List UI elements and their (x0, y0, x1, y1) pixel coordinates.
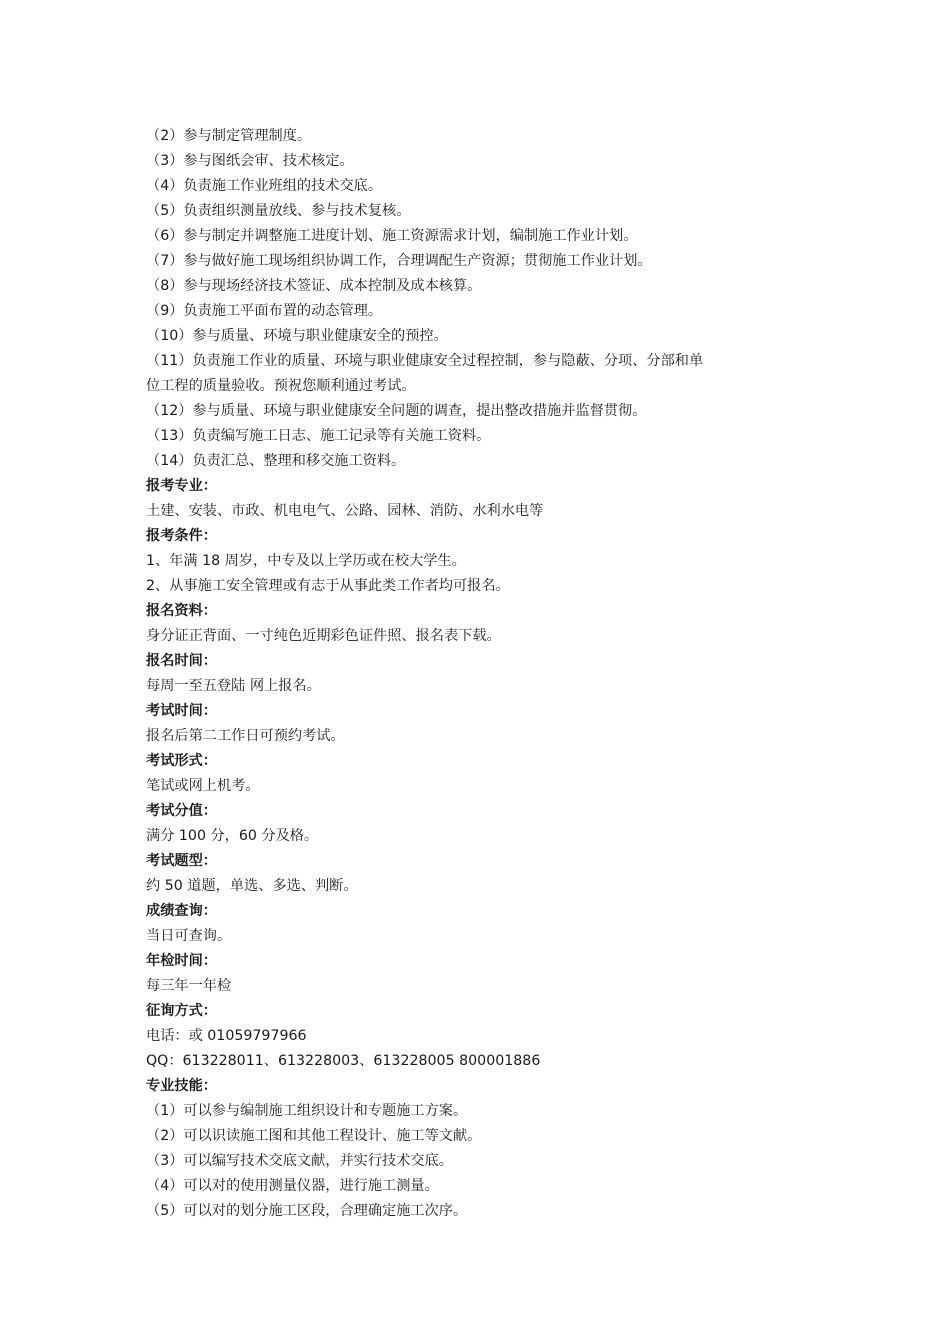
skill-item: （1）可以参与编制施工组织设计和专题施工方案。 (146, 1103, 468, 1119)
condition-item: 2、从事施工安全管理或有志于从事此类工作者均可报名。 (146, 578, 510, 594)
annual-check-text: 每三年一年检 (146, 978, 232, 994)
conditions-heading: 报考条件： (146, 528, 217, 544)
qq-text: QQ：613228011、613228003、613228005 800001886 (146, 1053, 541, 1069)
exam-time-heading: 考试时间： (146, 703, 217, 719)
document-page (146, 124, 826, 1224)
duty-item: （13）负责编写施工日志、施工记录等有关施工资料。 (146, 428, 491, 444)
duty-item: （3）参与图纸会审、技术核定。 (146, 153, 354, 169)
duty-item: （8）参与现场经济技术签证、成本控制及成本核算。 (146, 278, 482, 294)
question-type-text: 约 50 道题，单选、多选、判断。 (146, 878, 358, 894)
skill-item: （4）可以对的使用测量仪器，进行施工测量。 (146, 1178, 439, 1194)
score-text: 满分 100 分，60 分及格。 (146, 828, 319, 844)
exam-form-text: 笔试或网上机考。 (146, 778, 260, 794)
result-heading: 成绩查询： (146, 903, 217, 919)
signup-time-heading: 报名时间： (146, 653, 217, 669)
duty-item: （7）参与做好施工现场组织协调工作，合理调配生产资源；贯彻施工作业计划。 (146, 253, 652, 269)
question-type-heading: 考试题型： (146, 853, 217, 869)
duty-item: （4）负责施工作业班组的技术交底。 (146, 178, 383, 194)
major-heading: 报考专业： (146, 478, 217, 494)
duty-item: （14）负责汇总、整理和移交施工资料。 (146, 453, 406, 469)
duty-item-continued: 位工程的质量验收。预祝您顺利通过考试。 (146, 378, 416, 394)
skill-item: （3）可以编写技术交底文献，并实行技术交底。 (146, 1153, 453, 1169)
skills-heading: 专业技能： (146, 1078, 217, 1094)
skill-item: （2）可以识读施工图和其他工程设计、施工等文献。 (146, 1128, 482, 1144)
phone-text: 电话：或 01059797966 (146, 1028, 307, 1044)
exam-time-text: 报名后第二工作日可预约考试。 (146, 728, 345, 744)
annual-check-heading: 年检时间： (146, 953, 217, 969)
result-text: 当日可查询。 (146, 928, 232, 944)
major-text: 土建、安装、市政、机电电气、公路、园林、消防、水利水电等 (146, 503, 544, 519)
exam-form-heading: 考试形式： (146, 753, 217, 769)
duty-item: （11）负责施工作业的质量、环境与职业健康安全过程控制，参与隐蔽、分项、分部和单 (146, 353, 704, 369)
signup-time-text: 每周一至五登陆 网上报名。 (146, 678, 321, 694)
skill-item: （5）可以对的划分施工区段，合理确定施工次序。 (146, 1203, 468, 1219)
duty-item: （6）参与制定并调整施工进度计划、施工资源需求计划，编制施工作业计划。 (146, 228, 638, 244)
materials-text: 身分证正背面、一寸纯色近期彩色证件照、报名表下载。 (146, 628, 501, 644)
duty-item: （12）参与质量、环境与职业健康安全问题的调查，提出整改措施并监督贯彻。 (146, 403, 647, 419)
materials-heading: 报名资料： (146, 603, 217, 619)
duty-item: （2）参与制定管理制度。 (146, 128, 312, 144)
duty-item: （5）负责组织测量放线、参与技术复核。 (146, 203, 411, 219)
score-heading: 考试分值： (146, 803, 217, 819)
contact-heading: 征询方式： (146, 1003, 217, 1019)
duty-item: （10）参与质量、环境与职业健康安全的预控。 (146, 328, 448, 344)
duty-item: （9）负责施工平面布置的动态管理。 (146, 303, 383, 319)
condition-item: 1、年满 18 周岁，中专及以上学历或在校大学生。 (146, 553, 466, 569)
